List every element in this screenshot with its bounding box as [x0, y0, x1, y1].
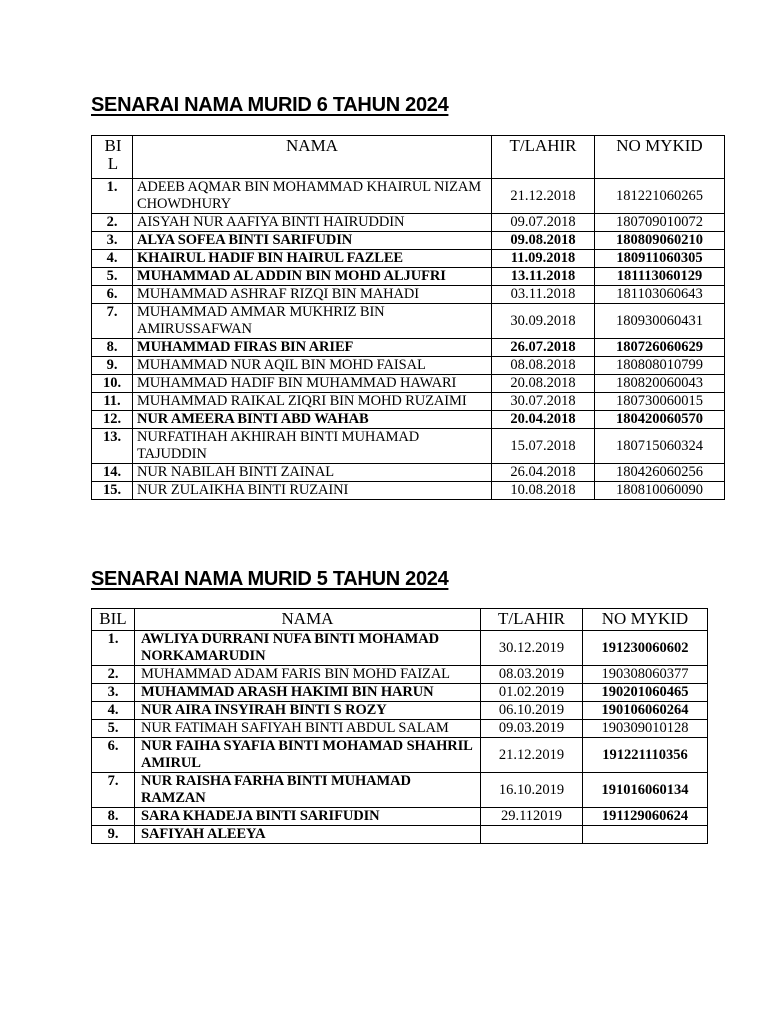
cell-nama: MUHAMMAD HADIF BIN MUHAMMAD HAWARI — [133, 375, 492, 393]
cell-bil: 2. — [92, 214, 133, 232]
cell-tlahir: 26.07.2018 — [492, 339, 595, 357]
table-row — [92, 773, 708, 808]
cell-tlahir: 09.08.2018 — [492, 232, 595, 250]
cell-bil: 14. — [92, 464, 133, 482]
cell-mykid: 180820060043 — [595, 375, 725, 393]
cell-nama: MUHAMMAD AMMAR MUKHRIZ BIN AMIRUSSAFWAN — [133, 304, 492, 339]
cell-tlahir: 30.07.2018 — [492, 393, 595, 411]
header-nama: NAMA — [133, 136, 492, 179]
cell-mykid: 191221110356 — [583, 738, 708, 773]
cell-bil: 1. — [92, 631, 135, 666]
cell-bil: 5. — [92, 268, 133, 286]
cell-nama: MUHAMMAD NUR AQIL BIN MOHD FAISAL — [133, 357, 492, 375]
header-tlahir: T/LAHIR — [492, 136, 595, 179]
cell-nama: NUR AIRA INSYIRAH BINTI S ROZY — [135, 702, 481, 720]
table-row — [92, 375, 725, 393]
table-row — [92, 826, 708, 844]
cell-mykid: 180810060090 — [595, 482, 725, 500]
cell-nama: MUHAMMAD ARASH HAKIMI BIN HARUN — [135, 684, 481, 702]
cell-tlahir: 20.08.2018 — [492, 375, 595, 393]
cell-mykid: 181103060643 — [595, 286, 725, 304]
cell-mykid: 181221060265 — [595, 179, 725, 214]
table-row — [92, 250, 725, 268]
table-header-row — [92, 609, 708, 631]
cell-mykid: 180930060431 — [595, 304, 725, 339]
cell-bil: 2. — [92, 666, 135, 684]
table-row — [92, 429, 725, 464]
table-row — [92, 720, 708, 738]
cell-nama: ADEEB AQMAR BIN MOHAMMAD KHAIRUL NIZAM CHOWDHURY — [133, 179, 492, 214]
table-body — [92, 631, 708, 844]
cell-mykid: 190201060465 — [583, 684, 708, 702]
cell-bil: 6. — [92, 286, 133, 304]
cell-mykid: 190309010128 — [583, 720, 708, 738]
cell-tlahir — [481, 826, 583, 844]
cell-bil: 1. — [92, 179, 133, 214]
cell-nama: NUR NABILAH BINTI ZAINAL — [133, 464, 492, 482]
cell-mykid: 180911060305 — [595, 250, 725, 268]
cell-nama: AISYAH NUR AAFIYA BINTI HAIRUDDIN — [133, 214, 492, 232]
cell-tlahir: 01.02.2019 — [481, 684, 583, 702]
cell-tlahir: 10.08.2018 — [492, 482, 595, 500]
table-row — [92, 738, 708, 773]
cell-mykid: 181113060129 — [595, 268, 725, 286]
cell-bil: 11. — [92, 393, 133, 411]
cell-bil: 4. — [92, 702, 135, 720]
cell-mykid: 180426060256 — [595, 464, 725, 482]
cell-tlahir: 29.112019 — [481, 808, 583, 826]
cell-tlahir: 15.07.2018 — [492, 429, 595, 464]
cell-nama: NUR RAISHA FARHA BINTI MUHAMAD RAMZAN — [135, 773, 481, 808]
cell-bil: 7. — [92, 773, 135, 808]
table-row — [92, 268, 725, 286]
heading-year-5: SENARAI NAMA MURID 5 TAHUN 2024 — [91, 568, 449, 590]
cell-nama: KHAIRUL HADIF BIN HAIRUL FAZLEE — [133, 250, 492, 268]
cell-mykid: 191129060624 — [583, 808, 708, 826]
cell-mykid: 190106060264 — [583, 702, 708, 720]
cell-mykid: 180808010799 — [595, 357, 725, 375]
cell-bil: 4. — [92, 250, 133, 268]
cell-mykid — [583, 826, 708, 844]
table-row — [92, 684, 708, 702]
table-row — [92, 482, 725, 500]
table-row — [92, 232, 725, 250]
cell-tlahir: 09.03.2019 — [481, 720, 583, 738]
cell-mykid: 191016060134 — [583, 773, 708, 808]
cell-nama: NURFATIHAH AKHIRAH BINTI MUHAMAD TAJUDDIN — [133, 429, 492, 464]
header-bil: BI L — [92, 136, 133, 179]
cell-bil: 3. — [92, 684, 135, 702]
cell-bil: 9. — [92, 357, 133, 375]
cell-nama: NUR FAIHA SYAFIA BINTI MOHAMAD SHAHRIL AMIRUL — [135, 738, 481, 773]
cell-bil: 8. — [92, 808, 135, 826]
cell-tlahir: 06.10.2019 — [481, 702, 583, 720]
cell-tlahir: 16.10.2019 — [481, 773, 583, 808]
cell-bil: 6. — [92, 738, 135, 773]
table-row — [92, 286, 725, 304]
cell-tlahir: 08.08.2018 — [492, 357, 595, 375]
cell-bil: 10. — [92, 375, 133, 393]
table-row — [92, 179, 725, 214]
table-row — [92, 666, 708, 684]
cell-mykid: 180809060210 — [595, 232, 725, 250]
cell-tlahir: 08.03.2019 — [481, 666, 583, 684]
cell-mykid: 180726060629 — [595, 339, 725, 357]
cell-tlahir: 30.09.2018 — [492, 304, 595, 339]
cell-tlahir: 09.07.2018 — [492, 214, 595, 232]
cell-nama: MUHAMMAD AL ADDIN BIN MOHD ALJUFRI — [133, 268, 492, 286]
header-bil: BIL — [92, 609, 135, 631]
cell-mykid: 180730060015 — [595, 393, 725, 411]
cell-tlahir: 11.09.2018 — [492, 250, 595, 268]
header-nama: NAMA — [135, 609, 481, 631]
cell-nama: ALYA SOFEA BINTI SARIFUDIN — [133, 232, 492, 250]
table-body — [92, 179, 725, 500]
cell-tlahir: 21.12.2018 — [492, 179, 595, 214]
cell-bil: 9. — [92, 826, 135, 844]
cell-mykid: 180715060324 — [595, 429, 725, 464]
cell-nama: NUR FATIMAH SAFIYAH BINTI ABDUL SALAM — [135, 720, 481, 738]
table-row — [92, 339, 725, 357]
heading-year-6: SENARAI NAMA MURID 6 TAHUN 2024 — [91, 94, 449, 116]
table-row — [92, 357, 725, 375]
cell-tlahir: 26.04.2018 — [492, 464, 595, 482]
table-row — [92, 808, 708, 826]
cell-tlahir: 30.12.2019 — [481, 631, 583, 666]
cell-nama: SARA KHADEJA BINTI SARIFUDIN — [135, 808, 481, 826]
table-header-row — [92, 136, 725, 179]
cell-nama: MUHAMMAD ADAM FARIS BIN MOHD FAIZAL — [135, 666, 481, 684]
cell-nama: NUR AMEERA BINTI ABD WAHAB — [133, 411, 492, 429]
table-row — [92, 411, 725, 429]
cell-nama: AWLIYA DURRANI NUFA BINTI MOHAMAD NORKAMARUDIN — [135, 631, 481, 666]
cell-nama: MUHAMMAD ASHRAF RIZQI BIN MAHADI — [133, 286, 492, 304]
table-row — [92, 702, 708, 720]
cell-mykid: 191230060602 — [583, 631, 708, 666]
table-row — [92, 304, 725, 339]
cell-tlahir: 21.12.2019 — [481, 738, 583, 773]
cell-bil: 12. — [92, 411, 133, 429]
table-row — [92, 631, 708, 666]
cell-tlahir: 13.11.2018 — [492, 268, 595, 286]
cell-mykid: 190308060377 — [583, 666, 708, 684]
student-table-year-6 — [91, 135, 725, 500]
cell-nama: MUHAMMAD FIRAS BIN ARIEF — [133, 339, 492, 357]
cell-bil: 13. — [92, 429, 133, 464]
table-row — [92, 393, 725, 411]
student-table-year-5 — [91, 608, 708, 844]
cell-bil: 7. — [92, 304, 133, 339]
cell-bil: 8. — [92, 339, 133, 357]
cell-mykid: 180709010072 — [595, 214, 725, 232]
cell-tlahir: 03.11.2018 — [492, 286, 595, 304]
cell-nama: MUHAMMAD RAIKAL ZIQRI BIN MOHD RUZAIMI — [133, 393, 492, 411]
table-row — [92, 464, 725, 482]
header-mykid: NO MYKID — [595, 136, 725, 179]
cell-bil: 15. — [92, 482, 133, 500]
cell-nama: SAFIYAH ALEEYA — [135, 826, 481, 844]
header-tlahir: T/LAHIR — [481, 609, 583, 631]
cell-bil: 5. — [92, 720, 135, 738]
cell-nama: NUR ZULAIKHA BINTI RUZAINI — [133, 482, 492, 500]
cell-bil: 3. — [92, 232, 133, 250]
header-mykid: NO MYKID — [583, 609, 708, 631]
table-row — [92, 214, 725, 232]
cell-tlahir: 20.04.2018 — [492, 411, 595, 429]
cell-mykid: 180420060570 — [595, 411, 725, 429]
